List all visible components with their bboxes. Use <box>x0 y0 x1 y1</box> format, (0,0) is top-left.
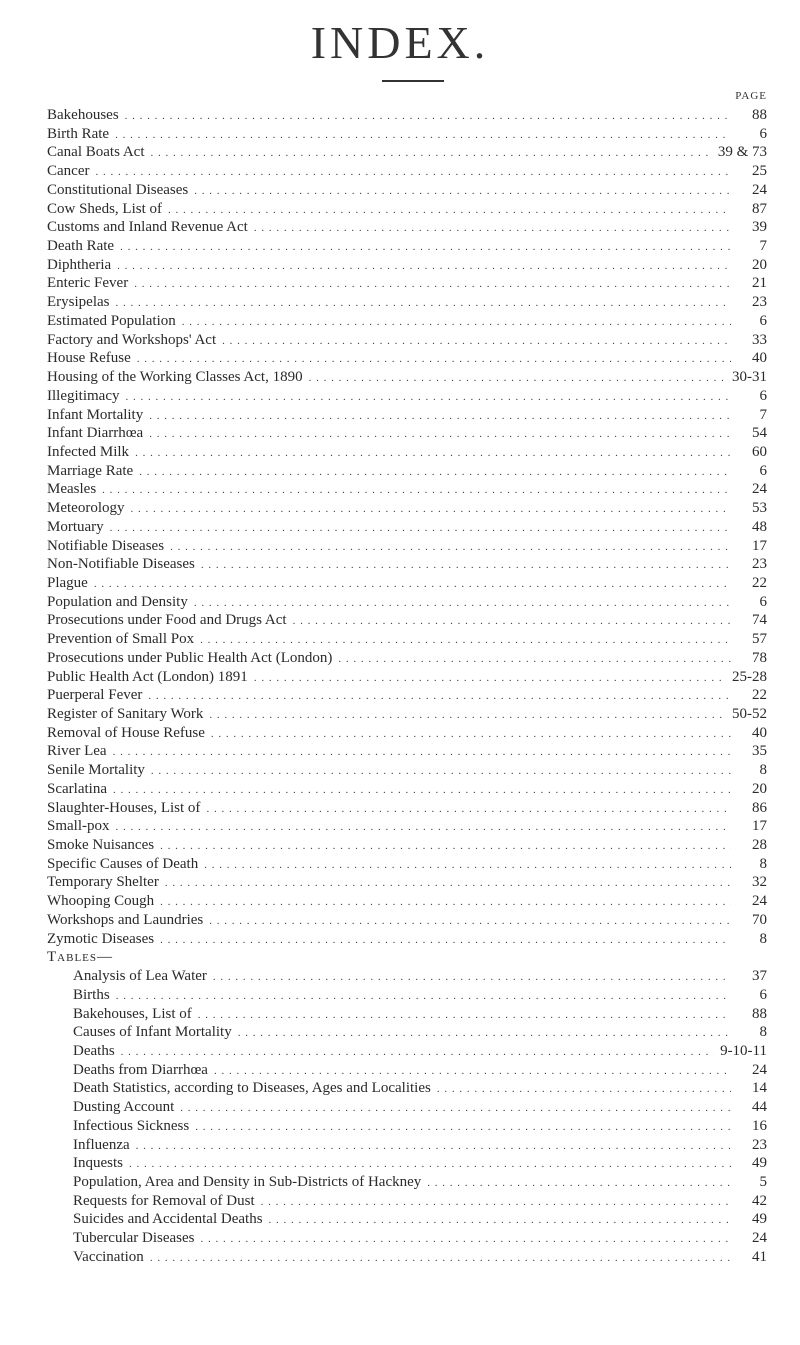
index-entry <box>47 781 767 800</box>
entry-label: House Refuse <box>47 350 131 367</box>
entry-label: Inquests <box>73 1155 123 1172</box>
index-entry <box>47 669 767 688</box>
index-entry <box>47 500 767 519</box>
entry-page-number: 88 <box>752 1005 767 1022</box>
entry-page-number: 40 <box>752 350 767 367</box>
entry-page-number: 53 <box>752 500 767 517</box>
dot-leader <box>164 538 731 555</box>
index-entry <box>47 931 767 950</box>
dot-leader <box>104 519 731 536</box>
index-entry <box>47 182 767 201</box>
index-entry <box>47 201 767 220</box>
entry-page-number: 28 <box>752 837 767 854</box>
table-index-entry <box>47 1137 767 1156</box>
entry-label: Notifiable Diseases <box>47 537 165 554</box>
entry-page-number: 6 <box>759 593 767 610</box>
dot-leader <box>128 275 731 292</box>
dot-leader <box>205 725 731 742</box>
entry-label: Population and Density <box>47 593 188 610</box>
dot-leader <box>111 257 731 274</box>
entry-page-number: 87 <box>752 200 767 217</box>
entry-label: Smoke Nuisances <box>47 837 155 854</box>
entry-label: Plague <box>47 574 88 591</box>
entry-label: Estimated Population <box>47 312 176 329</box>
index-entry <box>47 800 767 819</box>
entry-label: Temporary Shelter <box>47 874 159 891</box>
index-entry <box>47 144 767 163</box>
entry-page-number: 40 <box>752 724 767 741</box>
dot-leader <box>263 1211 731 1228</box>
entry-label: Non-Notifiable Diseases <box>47 556 195 573</box>
table-index-entry <box>47 968 767 987</box>
entry-label: Causes of Infant Mortality <box>73 1024 232 1041</box>
dot-leader <box>154 931 731 948</box>
table-index-entry <box>47 1249 767 1268</box>
entry-page-number: 16 <box>752 1117 767 1134</box>
index-entry <box>47 612 767 631</box>
index-entry <box>47 874 767 893</box>
entry-page-number: 25 <box>752 163 767 180</box>
index-entry <box>47 407 767 426</box>
entry-page-number: 25-28 <box>732 668 767 685</box>
entry-page-number: 54 <box>752 425 767 442</box>
dot-leader <box>208 1062 731 1079</box>
entry-label: Prosecutions under Public Health Act (London) <box>47 649 333 666</box>
index-entry <box>47 687 767 706</box>
dot-leader <box>203 706 726 723</box>
table-index-entry <box>47 1193 767 1212</box>
dot-leader <box>332 650 731 667</box>
entry-page-number: 20 <box>752 780 767 797</box>
entry-page-number: 24 <box>752 481 767 498</box>
entry-page-number: 17 <box>752 818 767 835</box>
index-entry <box>47 893 767 912</box>
index-entry <box>47 163 767 182</box>
entry-label: Prevention of Small Pox <box>47 631 195 648</box>
entry-page-number: 39 & 73 <box>717 144 767 161</box>
index-entry <box>47 706 767 725</box>
entry-label: Requests for Removal of Dust <box>73 1192 255 1209</box>
entry-page-number: 5 <box>759 1173 767 1190</box>
dot-leader <box>109 126 731 143</box>
entry-label: Customs and Inland Revenue Act <box>47 219 248 236</box>
entry-page-number: 20 <box>752 256 767 273</box>
entry-label: Tubercular Diseases <box>73 1230 195 1247</box>
title-divider <box>382 80 444 82</box>
entry-page-number: 49 <box>752 1211 767 1228</box>
entry-page-number: 37 <box>752 968 767 985</box>
entry-page-number: 24 <box>752 181 767 198</box>
entry-page-number: 23 <box>752 294 767 311</box>
dot-leader <box>88 575 731 592</box>
entry-label: Bakehouses, List of <box>73 1005 192 1022</box>
page-title: INDEX. <box>310 17 490 68</box>
table-index-entry <box>47 1118 767 1137</box>
entry-page-number: 23 <box>752 1136 767 1153</box>
entry-page-number: 6 <box>759 986 767 1003</box>
entry-label: Births <box>73 986 110 1003</box>
entry-label: Puerperal Fever <box>47 687 143 704</box>
entry-page-number: 24 <box>752 1061 767 1078</box>
dot-leader <box>232 1024 731 1041</box>
entry-label: Workshops and Laundries <box>47 911 204 928</box>
table-index-entry <box>47 1006 767 1025</box>
dot-leader <box>107 781 731 798</box>
entry-page-number: 32 <box>752 874 767 891</box>
entry-label: Factory and Workshops' Act <box>47 331 217 348</box>
dot-leader <box>115 1043 714 1060</box>
entry-page-number: 7 <box>759 406 767 423</box>
dot-leader <box>89 163 731 180</box>
index-entry <box>47 837 767 856</box>
entry-label: Vaccination <box>73 1248 144 1265</box>
index-entry <box>47 219 767 238</box>
table-index-entry <box>47 1211 767 1230</box>
table-index-entry <box>47 1043 767 1062</box>
entry-label: Enteric Fever <box>47 275 129 292</box>
dot-leader <box>142 687 731 704</box>
table-index-entry <box>47 1099 767 1118</box>
index-entry <box>47 650 767 669</box>
dot-leader <box>110 987 731 1004</box>
entry-page-number: 6 <box>759 312 767 329</box>
dot-leader <box>203 912 731 929</box>
entry-label: Infected Milk <box>47 443 130 460</box>
entry-page-number: 50-52 <box>732 706 767 722</box>
dot-leader <box>287 612 731 629</box>
entry-label: Measles <box>47 481 97 498</box>
entry-page-number: 8 <box>759 762 767 779</box>
entry-label: Deaths <box>73 1042 115 1059</box>
entry-page-number: 8 <box>759 1024 767 1041</box>
entry-label: Register of Sanitary Work <box>47 706 204 722</box>
entry-label: Slaughter-Houses, List of <box>47 799 201 816</box>
entry-label: Death Statistics, according to Diseases, Ages and Localities <box>73 1080 431 1097</box>
entry-page-number: 24 <box>752 893 767 910</box>
index-entry <box>47 725 767 744</box>
entry-page-number: 22 <box>752 574 767 591</box>
index-entry <box>47 818 767 837</box>
entry-label: Diphtheria <box>47 256 112 273</box>
index-entry <box>47 313 767 332</box>
dot-leader <box>192 1006 731 1023</box>
entry-label: Public Health Act (London) 1891 <box>47 668 248 685</box>
entry-page-number: 21 <box>752 275 767 292</box>
page-column-header: PAGE <box>735 90 767 102</box>
table-index-entry <box>47 1230 767 1249</box>
dot-leader <box>162 201 731 218</box>
dot-leader <box>207 968 731 985</box>
table-index-entry <box>47 1174 767 1193</box>
index-entry <box>47 463 767 482</box>
index-entry <box>47 912 767 931</box>
dot-leader <box>130 1137 731 1154</box>
index-entry <box>47 238 767 257</box>
entry-label: Infant Mortality <box>47 406 144 423</box>
dot-leader <box>248 669 726 686</box>
entry-label: Bakehouses <box>47 107 119 123</box>
entry-label: Birth Rate <box>47 125 110 142</box>
entry-label: Cancer <box>47 163 90 180</box>
dot-leader <box>159 874 731 891</box>
entry-label: River Lea <box>47 743 107 760</box>
dot-leader <box>123 1155 731 1172</box>
dot-leader <box>174 1099 731 1116</box>
entry-label: Mortuary <box>47 518 104 535</box>
index-entry <box>47 762 767 781</box>
dot-leader <box>188 182 731 199</box>
table-index-entry <box>47 1024 767 1043</box>
entry-page-number: 30-31 <box>732 369 767 386</box>
entry-page-number: 49 <box>752 1155 767 1172</box>
tables-heading: Tables— <box>47 949 113 966</box>
index-entry <box>47 519 767 538</box>
dot-leader <box>96 481 731 498</box>
index-entry <box>47 107 767 126</box>
entry-label: Meteorology <box>47 500 125 517</box>
table-index-entry <box>47 1062 767 1081</box>
dot-leader <box>107 743 731 760</box>
entry-label: Senile Mortality <box>47 762 145 779</box>
entry-label: Analysis of Lea Water <box>73 968 207 985</box>
index-entry <box>47 425 767 444</box>
entry-page-number: 24 <box>752 1230 767 1247</box>
index-entry <box>47 481 767 500</box>
dot-leader <box>124 500 731 517</box>
index-entry <box>47 538 767 557</box>
entry-page-number: 57 <box>752 631 767 648</box>
entry-page-number: 7 <box>759 238 767 255</box>
entry-label: Cow Sheds, List of <box>47 200 163 217</box>
entry-label: Influenza <box>73 1136 130 1153</box>
index-entry <box>47 350 767 369</box>
entry-page-number: 42 <box>752 1192 767 1209</box>
index-entry <box>47 631 767 650</box>
dot-leader <box>200 800 731 817</box>
index-entry <box>47 332 767 351</box>
entry-label: Zymotic Diseases <box>47 930 155 947</box>
entry-page-number: 6 <box>759 387 767 404</box>
dot-leader <box>131 350 731 367</box>
entry-page-number: 33 <box>752 331 767 348</box>
dot-leader <box>143 407 731 424</box>
entry-page-number: 78 <box>752 649 767 666</box>
entry-label: Constitutional Diseases <box>47 181 189 198</box>
entry-page-number: 60 <box>752 443 767 460</box>
index-entry <box>47 126 767 145</box>
dot-leader <box>145 144 712 161</box>
entry-label: Canal Boats Act <box>47 144 145 161</box>
index-entry <box>47 856 767 875</box>
index-entry <box>47 257 767 276</box>
entry-label: Whooping Cough <box>47 893 155 910</box>
dot-leader <box>195 1230 731 1247</box>
entry-label: Erysipelas <box>47 294 110 311</box>
entry-page-number: 17 <box>752 537 767 554</box>
dot-leader <box>303 369 726 386</box>
dot-leader <box>133 463 731 480</box>
entry-page-number: 86 <box>752 799 767 816</box>
entry-label: Prosecutions under Food and Drugs Act <box>47 612 287 629</box>
dot-leader <box>195 556 731 573</box>
entry-label: Dusting Account <box>73 1099 175 1116</box>
entry-label: Removal of House Refuse <box>47 724 205 741</box>
entry-label: Infant Diarrhœa <box>47 425 144 442</box>
entry-label: Infectious Sickness <box>73 1117 190 1134</box>
index-entry <box>47 556 767 575</box>
index-entry <box>47 444 767 463</box>
entry-label: Marriage Rate <box>47 462 134 479</box>
table-index-entry <box>47 987 767 1006</box>
entry-page-number: 23 <box>752 556 767 573</box>
dot-leader <box>119 388 731 405</box>
index-entry <box>47 294 767 313</box>
dot-leader <box>145 762 731 779</box>
entry-label: Illegitimacy <box>47 387 120 404</box>
dot-leader <box>176 313 731 330</box>
dot-leader <box>154 893 731 910</box>
entry-page-number: 70 <box>752 911 767 928</box>
entry-page-number: 9-10-11 <box>720 1042 767 1059</box>
entry-label: Housing of the Working Classes Act, 1890 <box>47 369 303 386</box>
dot-leader <box>255 1193 731 1210</box>
table-index-entry <box>47 1080 767 1099</box>
dot-leader <box>129 444 731 461</box>
entry-page-number: 48 <box>752 518 767 535</box>
table-index-entry <box>47 1155 767 1174</box>
dot-leader <box>189 1118 731 1135</box>
tables-heading-row <box>47 949 767 968</box>
tables-entries <box>47 968 767 1268</box>
entry-label: Suicides and Accidental Deaths <box>73 1211 263 1228</box>
entry-page-number: 39 <box>752 219 767 236</box>
dot-leader <box>154 837 731 854</box>
entry-page-number: 88 <box>752 107 767 123</box>
entry-label: Deaths from Diarrhœa <box>73 1061 208 1078</box>
entry-page-number: 14 <box>752 1080 767 1097</box>
entry-label: Small-pox <box>47 818 110 835</box>
entry-page-number: 6 <box>759 125 767 142</box>
index-list <box>47 107 767 1268</box>
entry-page-number: 44 <box>752 1099 767 1116</box>
dot-leader <box>114 238 731 255</box>
dot-leader <box>110 818 732 835</box>
dot-leader <box>198 856 731 873</box>
dot-leader <box>109 294 731 311</box>
entry-page-number: 8 <box>759 855 767 872</box>
entry-page-number: 22 <box>752 687 767 704</box>
entry-label: Scarlatina <box>47 780 107 797</box>
dot-leader <box>119 107 731 124</box>
entry-label: Specific Causes of Death <box>47 855 199 872</box>
entry-page-number: 6 <box>759 462 767 479</box>
index-entry <box>47 594 767 613</box>
dot-leader <box>143 425 731 442</box>
entry-label: Death Rate <box>47 238 115 255</box>
dot-leader <box>431 1080 731 1097</box>
index-entry <box>47 743 767 762</box>
dot-leader <box>144 1249 731 1266</box>
dot-leader <box>194 631 731 648</box>
index-entries <box>47 107 767 949</box>
dot-leader <box>216 332 731 349</box>
index-entry <box>47 369 767 388</box>
index-entry <box>47 388 767 407</box>
entry-label: Population, Area and Density in Sub-Districts of Hackney <box>73 1173 422 1190</box>
dot-leader <box>188 594 731 611</box>
index-entry <box>47 275 767 294</box>
entry-page-number: 74 <box>752 612 767 629</box>
dot-leader <box>248 219 731 236</box>
entry-page-number: 8 <box>759 930 767 947</box>
index-entry <box>47 575 767 594</box>
entry-page-number: 41 <box>752 1248 767 1265</box>
dot-leader <box>421 1174 731 1191</box>
entry-page-number: 35 <box>752 743 767 760</box>
